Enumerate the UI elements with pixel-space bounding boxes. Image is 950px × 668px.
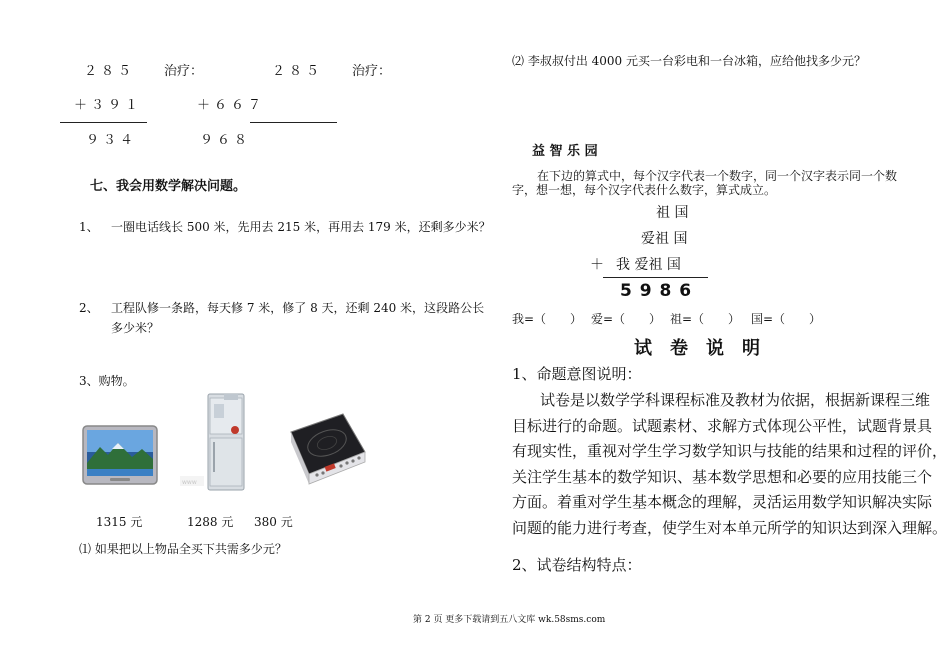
note1-line-1: 试卷是以数学学科课程标准及教材为依据，根据新课程三维 (540, 391, 931, 409)
puzzle-plus-sign: ＋ (590, 257, 604, 273)
note1-line-5: 方面。着重对学生基本概念的理解，灵活运用数学知识解决实际 (512, 493, 933, 511)
fridge-price: 1288 元 (187, 515, 234, 529)
q1-number: 1、 (79, 220, 99, 234)
note2-title: 2、试卷结构特点： (512, 556, 642, 574)
note1-line-4: 关注学生基本的数学知识、基本数学思想和必要的应用技能三个 (512, 468, 933, 486)
q2-text-line2: 多少米？ (111, 321, 160, 335)
puzzle-sum: 5 9 8 6 (620, 281, 693, 301)
check2-addend: ＋６６７ (197, 98, 266, 113)
page-footer: 第 2 页 更多下载请到五八文库 wk.58sms.com (413, 615, 606, 625)
note1-line-3: 有现实性，重视对学生学习数学知识与技能的结果和过程的评价， (512, 442, 948, 460)
check1-top-number: ２８５ (84, 64, 136, 79)
q3-title: 3、购物。 (79, 374, 135, 388)
tv-icon (82, 425, 158, 485)
note1-line-2: 目标进行的命题。试题素材、求解方式体现公平性，试题背景具 (512, 417, 933, 435)
puzzle-sum-line (603, 277, 708, 278)
puzzle-description-line2: 字，想一想，每个汉字代表什么数字，算式成立。 (512, 183, 777, 197)
check1-result: ９３４ (86, 133, 138, 148)
q2-number: 2、 (79, 301, 99, 315)
puzzle-row-3: 我 爱祖 国 (616, 257, 681, 273)
answer-ai: 爱=（ ） (591, 312, 662, 326)
induction-cooker-icon (285, 412, 367, 488)
check1-addend: ＋３９１ (74, 98, 143, 113)
sub-question-2: ⑵ 李叔叔付出 4000 元买一台彩电和一台冰箱，应给他找多少元？ (512, 54, 866, 68)
note1-title: 1、命题意图说明： (512, 365, 642, 383)
check2-underline (250, 122, 337, 123)
notes-title: 试 卷 说 明 (634, 338, 760, 359)
puzzle-description-line1: 在下边的算式中，每个汉字代表一个数字，同一个汉字表示同一个数 (537, 169, 898, 183)
q1-text: 一圈电话线长 500 米，先用去 215 米，再用去 179 米，还剩多少米？ (111, 220, 491, 234)
fridge-icon (180, 392, 246, 492)
answer-wo: 我=（ ） (512, 312, 583, 326)
check1-underline (60, 122, 147, 123)
section-title: 七、我会用数学解决问题。 (90, 179, 247, 194)
check1-label: 治疗： (164, 64, 204, 79)
note1-line-6: 问题的能力进行考查，使学生对本单元所学的知识达到深入理解。 (512, 519, 948, 537)
check2-label: 治疗： (352, 64, 392, 79)
svg-text:www: www (182, 479, 197, 486)
check2-result: ９６８ (200, 133, 252, 148)
check2-top-number: ２８５ (272, 64, 324, 79)
puzzle-row-2: 爱祖 国 (641, 231, 688, 247)
puzzle-row-1: 祖 国 (656, 205, 689, 221)
puzzle-title: 益 智 乐 园 (532, 144, 598, 159)
answer-guo: 国=（ ） (751, 312, 822, 326)
q2-text-line1: 工程队修一条路，每天修 7 米，修了 8 天，还剩 240 米，这段路公长 (111, 301, 485, 315)
tv-price: 1315 元 (96, 515, 143, 529)
answer-zu: 祖=（ ） (670, 312, 741, 326)
cooker-price: 380 元 (254, 515, 293, 529)
sub-question-1: ⑴ 如果把以上物品全买下共需多少元？ (79, 542, 287, 556)
